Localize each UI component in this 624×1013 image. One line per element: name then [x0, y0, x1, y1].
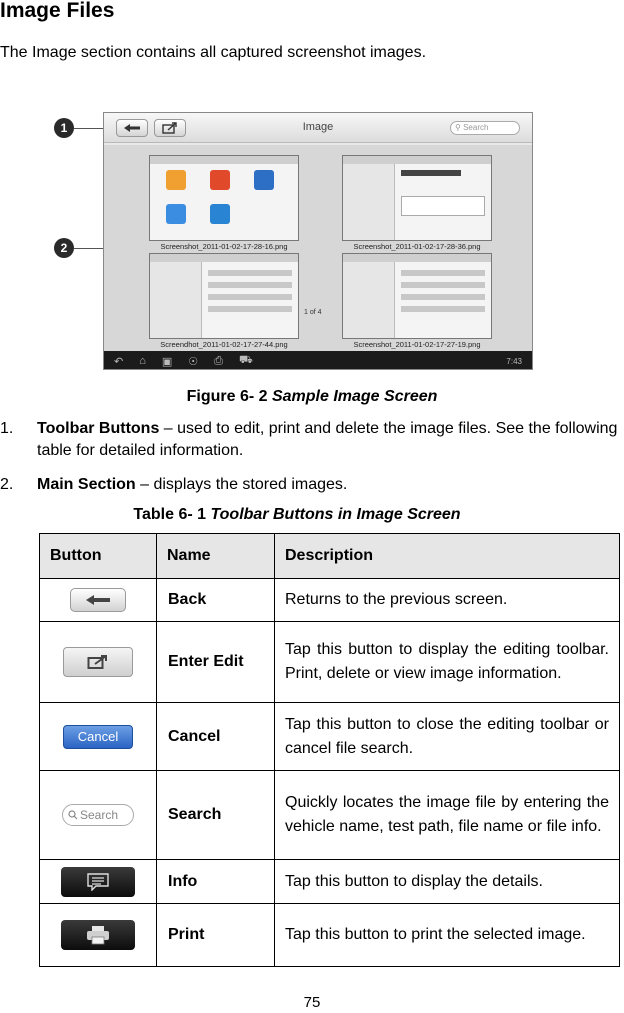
- row-name: Back: [157, 579, 275, 622]
- figure-caption-prefix: Figure 6- 2: [186, 388, 272, 405]
- nav-clock: 7:43: [506, 356, 522, 366]
- section-heading: Image Files: [0, 0, 115, 22]
- info-icon: [87, 873, 109, 891]
- list-item-text: – used to edit, print and delete the image files. See the following table for detailed information.: [37, 420, 618, 459]
- header-name: Name: [157, 534, 275, 579]
- thumbnail-1-image: [149, 155, 299, 241]
- search-placeholder: Search: [80, 808, 119, 822]
- table-row: [40, 771, 620, 860]
- figure-system-navbar: [104, 351, 532, 370]
- figure-search-placeholder: Search: [463, 123, 489, 132]
- row-description: Returns to the previous screen.: [275, 579, 620, 622]
- figure-search-field: ⚲ Search: [450, 121, 520, 135]
- row-description: Quickly locates the image file by entering the vehicle name, test path, file name or file info.: [275, 771, 620, 860]
- thumbnail-4-image: [342, 253, 492, 339]
- thumbnail-1-caption: Screenshot_2011-01-02-17-28-16.png: [160, 242, 288, 251]
- list-item-number: 2.: [0, 476, 14, 493]
- table-row: [40, 579, 620, 622]
- header-button: Button: [40, 534, 157, 579]
- callout-2: 2: [54, 238, 74, 258]
- nav-browser-icon: ☉: [188, 355, 199, 368]
- print-button-sample: [61, 920, 135, 950]
- nav-screenshot-icon: ⎙: [214, 354, 223, 367]
- back-button-sample: [70, 588, 126, 612]
- list-item-text: – displays the stored images.: [135, 476, 348, 493]
- print-icon: [86, 925, 110, 945]
- row-name: Print: [157, 904, 275, 967]
- table-caption-prefix: Table 6- 1: [133, 506, 211, 523]
- thumbnail-1: [149, 155, 299, 253]
- enter-edit-button-sample: [63, 647, 133, 677]
- row-name: Cancel: [157, 703, 275, 771]
- row-description: Tap this button to display the details.: [275, 860, 620, 904]
- thumbnail-2-image: [342, 155, 492, 241]
- nav-home-icon: ⌂: [139, 355, 146, 367]
- row-description: Tap this button to display the editing toolbar. Print, delete or view image information.: [275, 622, 620, 703]
- thumbnail-2: [342, 155, 492, 253]
- info-button-sample: [61, 867, 135, 897]
- row-description: Tap this button to print the selected image.: [275, 904, 620, 967]
- search-icon: [68, 810, 78, 820]
- row-name: Search: [157, 771, 275, 860]
- nav-recent-icon: ▣: [161, 355, 173, 368]
- table-row: [40, 904, 620, 967]
- nav-car-icon: ⛟: [238, 354, 253, 366]
- thumbnail-2-caption: Screenshot_2011-01-02-17-28-36.png: [353, 242, 481, 251]
- page-number: 75: [303, 994, 321, 1011]
- cancel-button-sample: Cancel: [63, 725, 133, 749]
- thumbnail-3: [149, 253, 299, 351]
- table-row: [40, 622, 620, 703]
- table-caption-title: Toolbar Buttons in Image Screen: [210, 506, 461, 523]
- callout-1: 1: [54, 118, 74, 138]
- figure-caption-title: Sample Image Screen: [271, 388, 438, 405]
- toolbar-buttons-table: [39, 533, 620, 967]
- figure-screen-title: Image: [302, 121, 334, 133]
- table-caption: [0, 506, 594, 524]
- thumbnail-3-caption: Screendhot_2011-01-02-17-27-44.png: [160, 340, 288, 349]
- search-field-sample: [62, 804, 134, 826]
- list-item-label: Main Section: [37, 476, 136, 493]
- edit-icon: [87, 654, 109, 670]
- tablet-screenshot: [103, 112, 533, 370]
- table-row: [40, 860, 620, 904]
- intro-paragraph: The Image section contains all captured screenshot images.: [0, 44, 427, 61]
- callout-2-leader: [74, 248, 104, 249]
- thumbnail-4: [342, 253, 492, 351]
- nav-back-icon: ↶: [114, 355, 124, 368]
- list-item-label: Toolbar Buttons: [37, 420, 160, 437]
- figure-pager: 1 of 4: [304, 309, 322, 316]
- sample-image-screen-figure: [50, 110, 540, 375]
- row-description: Tap this button to close the editing toolbar or cancel file search.: [275, 703, 620, 771]
- list-item-number: 1.: [0, 420, 14, 437]
- thumbnail-4-caption: Screenshot_2011-01-02-17-27-19.png: [353, 340, 481, 349]
- thumbnail-3-image: [149, 253, 299, 339]
- back-arrow-icon: [85, 594, 111, 606]
- image-thumbnail-grid: [104, 145, 532, 351]
- header-description: Description: [275, 534, 620, 579]
- row-name: Enter Edit: [157, 622, 275, 703]
- list-item: [0, 418, 624, 462]
- callout-1-leader: [74, 128, 104, 129]
- table-row: [40, 703, 620, 771]
- figure-caption: [0, 388, 624, 406]
- figure-toolbar: [104, 113, 532, 143]
- table-header-row: [40, 534, 620, 579]
- row-name: Info: [157, 860, 275, 904]
